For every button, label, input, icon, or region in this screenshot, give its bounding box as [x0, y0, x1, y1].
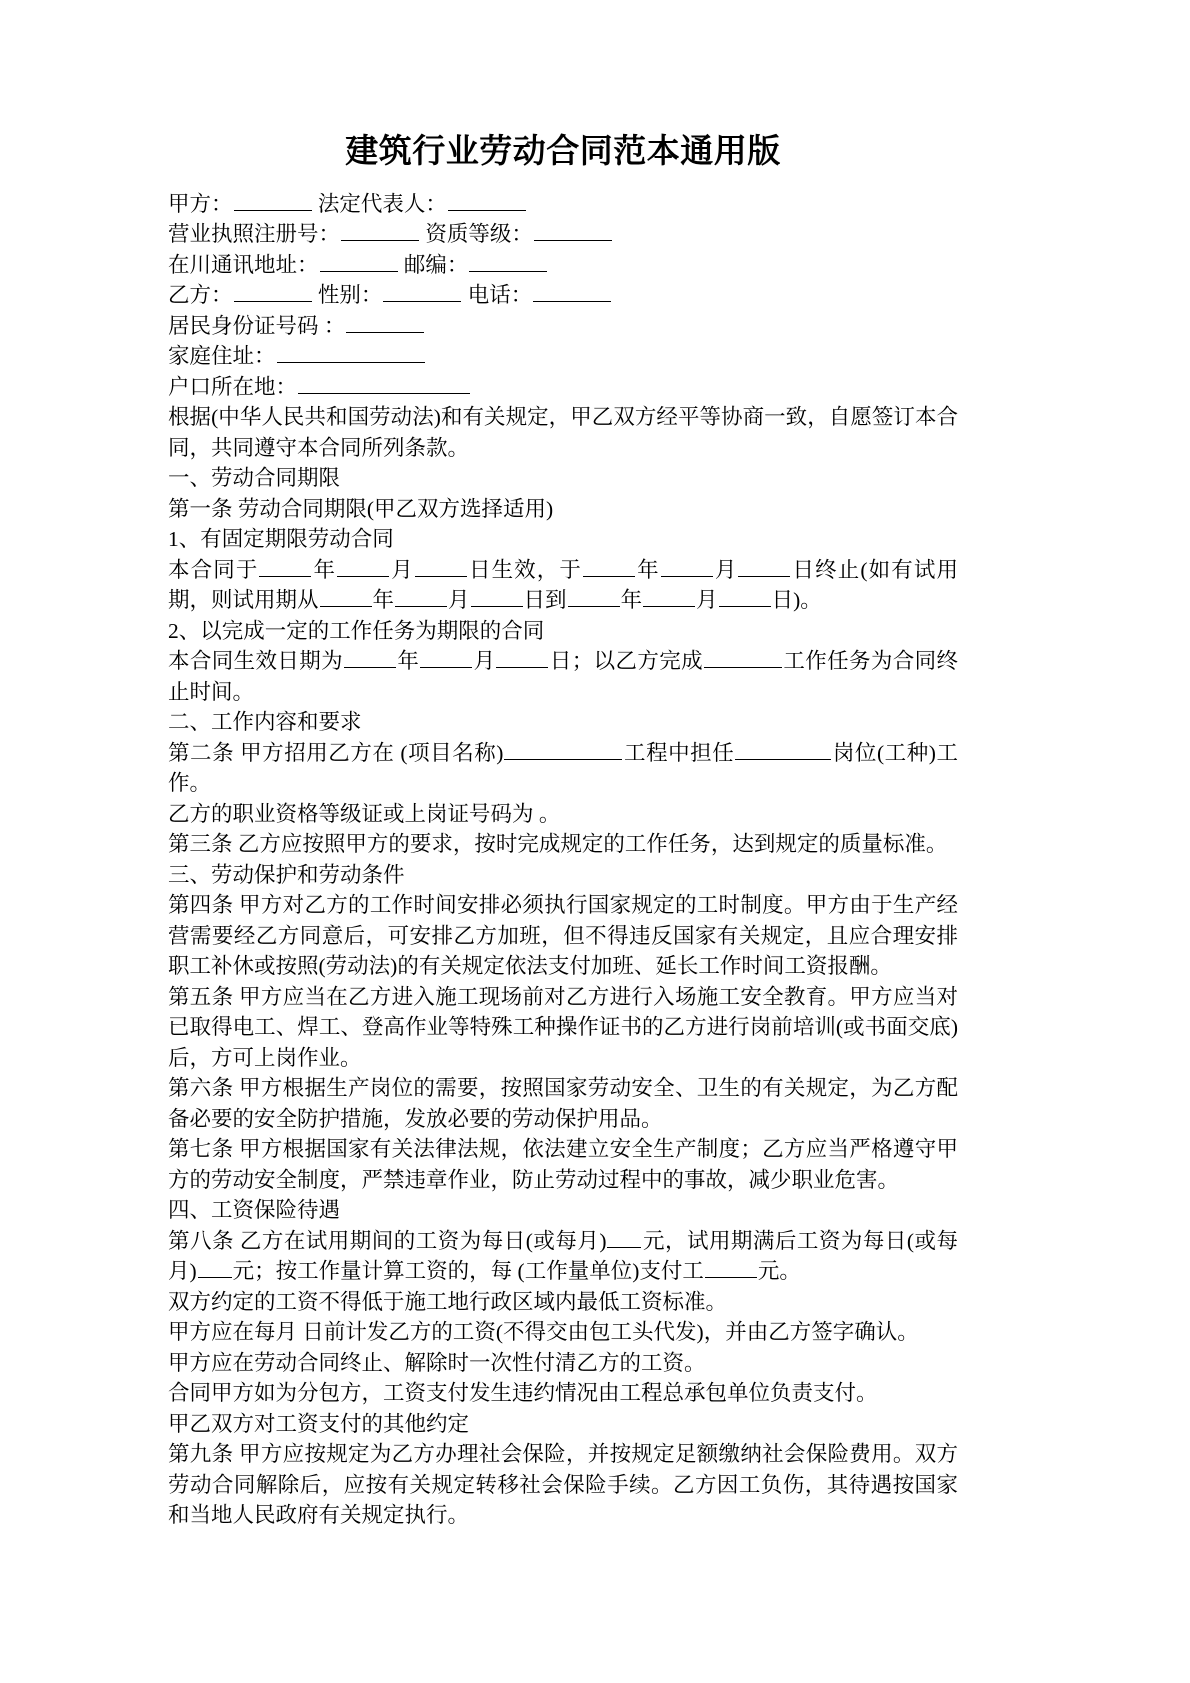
clause-text: 日到: [523, 588, 567, 613]
clause-paragraph: 合同甲方如为分包方，工资支付发生违约情况由工程总承包单位负责支付。: [168, 1381, 878, 1406]
page-title: 建筑行业劳动合同范本通用版: [345, 134, 781, 170]
clause-text: 月: [696, 588, 718, 613]
field-blank-home-address-0[interactable]: [277, 342, 425, 363]
clause-text: 月: [473, 649, 496, 674]
clause-paragraph: 第九条 甲方应按规定为乙方办理社会保险，并按规定足额缴纳社会保险费用。双方劳动合同解除后，应按有关规定转移社会保险手续。乙方因工负伤，其待遇按国家和当地人民政府有关规定执行。: [168, 1442, 958, 1528]
clause-blank-0-2-10[interactable]: [643, 586, 695, 607]
clause-blank-0-2-5[interactable]: [738, 556, 790, 577]
form-field-row-household: [168, 372, 958, 403]
clause-blank-0-4-2[interactable]: [496, 647, 548, 668]
clause-paragraph: 第五条 甲方应当在乙方进入施工现场前对乙方进行入场施工安全教育。甲方应当对已取得电工、焊工、登高作业等特殊工种操作证书的乙方进行岗前培训(或书面交底)后，方可上岗作业。: [168, 984, 958, 1070]
clause-text: 元，试用期满后工资为每日(或每月): [168, 1228, 958, 1284]
field-label: 邮编：: [398, 252, 469, 277]
clause-blank-0-2-7[interactable]: [395, 586, 447, 607]
clause-blank-0-2-3[interactable]: [583, 556, 635, 577]
form-field-row-home-address: [168, 341, 958, 372]
field-blank-party-b-1[interactable]: [383, 281, 461, 302]
section-heading: 二、工作内容和要求: [168, 710, 362, 735]
clause-paragraph-fillable: [168, 1226, 958, 1287]
clause-blank-3-0-1[interactable]: [198, 1257, 232, 1278]
document-body: [168, 130, 958, 1531]
clause-paragraph: 甲乙双方对工资支付的其他约定: [168, 1411, 470, 1436]
clause-paragraph-fillable: [168, 555, 958, 616]
clause-text: 日终止(如有试用期，则试用期从: [168, 557, 958, 613]
clause-text: 第八条 乙方在试用期间的工资为每日(或每月): [168, 1228, 607, 1253]
clause-text: 工程中担任: [623, 740, 735, 765]
clause-text: 元；按工作量计算工资的，每 (工作量单位)支付工: [232, 1259, 704, 1284]
clause-paragraph-fillable: [168, 646, 958, 707]
field-blank-address-sichuan-1[interactable]: [469, 251, 547, 272]
clause-blank-0-2-9[interactable]: [568, 586, 620, 607]
clause-blank-0-2-2[interactable]: [415, 556, 467, 577]
clause-text: 年: [372, 588, 395, 613]
clause-text: 元。: [757, 1259, 801, 1284]
field-label: 资质等级：: [420, 222, 533, 247]
clause-blank-1-0-1[interactable]: [735, 739, 831, 760]
clause-text: 年: [620, 588, 643, 613]
field-label: 居民身份证号码 ：: [168, 313, 346, 338]
clause-text: 本合同生效日期为: [168, 649, 343, 674]
clause-blank-0-2-0[interactable]: [259, 556, 311, 577]
clause-blank-1-0-0[interactable]: [504, 739, 622, 760]
clause-blank-0-2-1[interactable]: [337, 556, 389, 577]
clause-text: 本合同于: [168, 557, 259, 582]
preamble-paragraph: 根据(中华人民共和国劳动法)和有关规定，甲乙双方经平等协商一致，自愿签订本合同，共同遵守本合同所列条款。: [168, 405, 958, 460]
section-heading: 四、工资保险待遇: [168, 1198, 341, 1223]
clause-text: 年: [312, 557, 337, 582]
clause-blank-0-4-3[interactable]: [704, 647, 782, 668]
field-label: 户口所在地：: [168, 374, 298, 399]
clause-paragraph: 第四条 甲方对乙方的工作时间安排必须执行国家规定的工时制度。甲方由于生产经营需要经乙方同意后，可安排乙方加班，但不得违反国家有关规定，且应合理安排职工补休或按照(劳动法)的有关规定依法支付加班、延长工作时间工资报酬。: [168, 893, 958, 979]
clause-paragraph-fillable: [168, 738, 958, 799]
clause-paragraph: 甲方应在每月 日前计发乙方的工资(不得交由包工头代发)，并由乙方签字确认。: [168, 1320, 919, 1345]
field-label: 在川通讯地址：: [168, 252, 319, 277]
clause-text: 岗位(工种)工作。: [168, 740, 958, 796]
clause-blank-0-2-8[interactable]: [471, 586, 523, 607]
clause-paragraph: 双方约定的工资不得低于施工地行政区域内最低工资标准。: [168, 1289, 728, 1314]
field-label: 乙方：: [168, 283, 233, 308]
clause-text: 月: [390, 557, 414, 582]
field-label: 营业执照注册号：: [168, 222, 341, 247]
clause-text: 年: [396, 649, 420, 674]
form-field-row-address-sichuan: [168, 250, 958, 281]
field-blank-party-b-0[interactable]: [234, 281, 312, 302]
field-label: 电话：: [462, 283, 533, 308]
clause-paragraph: 第七条 甲方根据国家有关法律法规，依法建立安全生产制度；乙方应当严格遵守甲方的劳动安全制度，严禁违章作业，防止劳动过程中的事故，减少职业危害。: [168, 1137, 958, 1192]
clause-paragraph: 第一条 劳动合同期限(甲乙双方选择适用): [168, 496, 554, 521]
field-blank-party-a-1[interactable]: [448, 190, 526, 211]
header-fields-block: [168, 189, 958, 403]
clause-blank-0-2-4[interactable]: [661, 556, 713, 577]
field-blank-id-number-0[interactable]: [346, 312, 424, 333]
clause-text: 月: [448, 588, 470, 613]
clause-blank-3-0-2[interactable]: [705, 1257, 757, 1278]
field-label: 法定代表人：: [312, 191, 447, 216]
clause-paragraph: 第六条 甲方根据生产岗位的需要，按照国家劳动安全、卫生的有关规定，为乙方配备必要的安全防护措施，发放必要的劳动保护用品。: [168, 1076, 958, 1131]
clause-paragraph: 甲方应在劳动合同终止、解除时一次性付清乙方的工资。: [168, 1350, 706, 1375]
form-field-row-party-b: [168, 280, 958, 311]
field-blank-license-1[interactable]: [534, 220, 612, 241]
clause-blank-0-4-1[interactable]: [420, 647, 472, 668]
field-label: 甲方：: [168, 191, 233, 216]
field-label: 家庭住址：: [168, 344, 276, 369]
clause-text: 日；以乙方完成: [549, 649, 703, 674]
clause-paragraph: 乙方的职业资格等级证或上岗证号码为 。: [168, 801, 561, 826]
field-blank-household-0[interactable]: [298, 373, 470, 394]
clause-text: 年: [636, 557, 660, 582]
clause-blank-0-4-0[interactable]: [344, 647, 396, 668]
clause-text: 月: [713, 557, 738, 582]
clause-paragraph: 1、有固定期限劳动合同: [168, 527, 394, 552]
clause-paragraph: 2、以完成一定的工作任务为期限的合同: [168, 618, 545, 643]
field-blank-party-b-2[interactable]: [533, 281, 611, 302]
form-field-row-license: [168, 219, 958, 250]
field-label: 性别：: [312, 283, 383, 308]
clause-text: 日生效，于: [467, 557, 582, 582]
section-heading: 一、劳动合同期限: [168, 466, 341, 491]
clause-blank-0-2-11[interactable]: [719, 586, 771, 607]
sections-container: [168, 463, 958, 1531]
section-heading: 三、劳动保护和劳动条件: [168, 862, 405, 887]
field-blank-address-sichuan-0[interactable]: [320, 251, 398, 272]
field-blank-party-a-0[interactable]: [234, 190, 312, 211]
clause-paragraph: 第三条 乙方应按照甲方的要求，按时完成规定的工作任务，达到规定的质量标准。: [168, 832, 948, 857]
clause-blank-3-0-0[interactable]: [607, 1227, 641, 1248]
clause-text: 日)。: [771, 588, 822, 613]
form-field-row-party-a: [168, 189, 958, 220]
field-blank-license-0[interactable]: [341, 220, 419, 241]
clause-text: 第二条 甲方招用乙方在 (项目名称): [168, 740, 504, 765]
form-field-row-id-number: [168, 311, 958, 342]
clause-text: 工作任务为合同终止时间。: [168, 649, 958, 704]
clause-blank-0-2-6[interactable]: [320, 586, 372, 607]
